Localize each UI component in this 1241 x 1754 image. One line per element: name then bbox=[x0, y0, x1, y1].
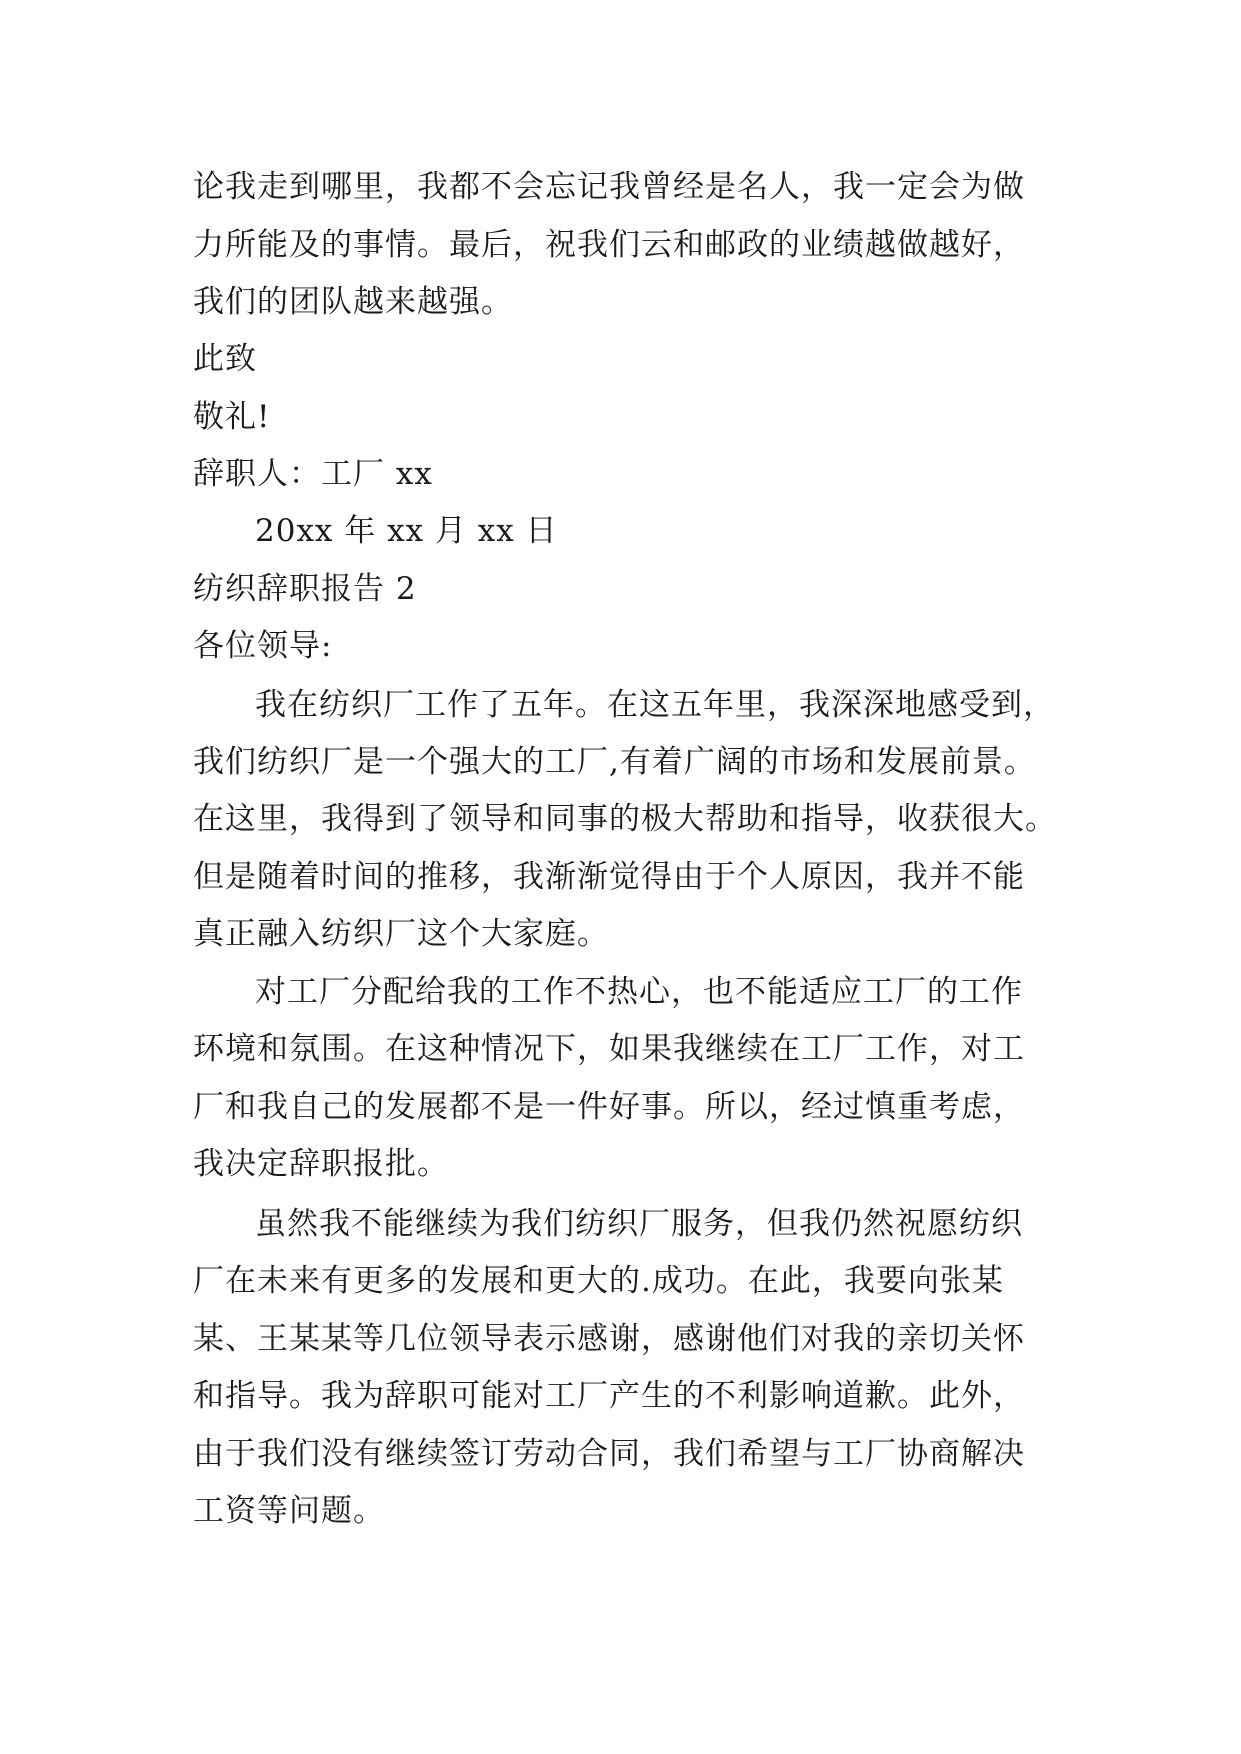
salutation-close: 此致 bbox=[193, 341, 257, 377]
paragraph2-line: 我决定辞职报批。 bbox=[193, 1146, 449, 1182]
closing-paragraph-line: 论我走到哪里，我都不会忘记我曾经是名人，我一定会为做 bbox=[193, 169, 1025, 205]
paragraph1-line: 真正融入纺织厂这个大家庭。 bbox=[193, 916, 609, 952]
paragraph1-line: 我在纺织厂工作了五年。在这五年里，我深深地感受到， bbox=[255, 687, 1055, 723]
closing-paragraph-line: 力所能及的事情。最后，祝我们云和邮政的业绩越做越好， bbox=[193, 227, 1025, 263]
paragraph1-line: 在这里，我得到了领导和同事的极大帮助和指导，收获很大。 bbox=[193, 801, 1057, 837]
regards: 敬礼! bbox=[193, 399, 271, 435]
paragraph3-line: 虽然我不能继续为我们纺织厂服务，但我仍然祝愿纺织 bbox=[255, 1206, 1023, 1242]
greeting: 各位领导: bbox=[193, 628, 333, 664]
paragraph1-line: 我们纺织厂是一个强大的工厂,有着广阔的市场和发展前景。 bbox=[193, 744, 1036, 780]
date: 20xx 年 xx 月 xx 日 bbox=[255, 513, 558, 549]
paragraph3-line: 和指导。我为辞职可能对工厂产生的不利影响道歉。此外， bbox=[193, 1378, 1025, 1414]
paragraph3-line: 厂在未来有更多的发展和更大的.成功。在此，我要向张某 bbox=[193, 1263, 1004, 1299]
paragraph3-line: 由于我们没有继续签订劳动合同，我们希望与工厂协商解决 bbox=[193, 1436, 1025, 1472]
paragraph2-line: 厂和我自己的发展都不是一件好事。所以，经过慎重考虑， bbox=[193, 1089, 1025, 1125]
paragraph3-line: 工资等问题。 bbox=[193, 1493, 385, 1529]
paragraph1-line: 但是随着时间的推移，我渐渐觉得由于个人原因，我并不能 bbox=[193, 859, 1025, 895]
paragraph3-line: 某、王某某等几位领导表示感谢，感谢他们对我的亲切关怀 bbox=[193, 1321, 1025, 1357]
signature: 辞职人：工厂 xx bbox=[193, 456, 433, 492]
paragraph2-line: 环境和氛围。在这种情况下，如果我继续在工厂工作，对工 bbox=[193, 1031, 1025, 1067]
section-title: 纺织辞职报告 2 bbox=[193, 571, 417, 607]
paragraph2-line: 对工厂分配给我的工作不热心，也不能适应工厂的工作 bbox=[255, 974, 1023, 1010]
closing-paragraph-line: 我们的团队越来越强。 bbox=[193, 284, 513, 320]
